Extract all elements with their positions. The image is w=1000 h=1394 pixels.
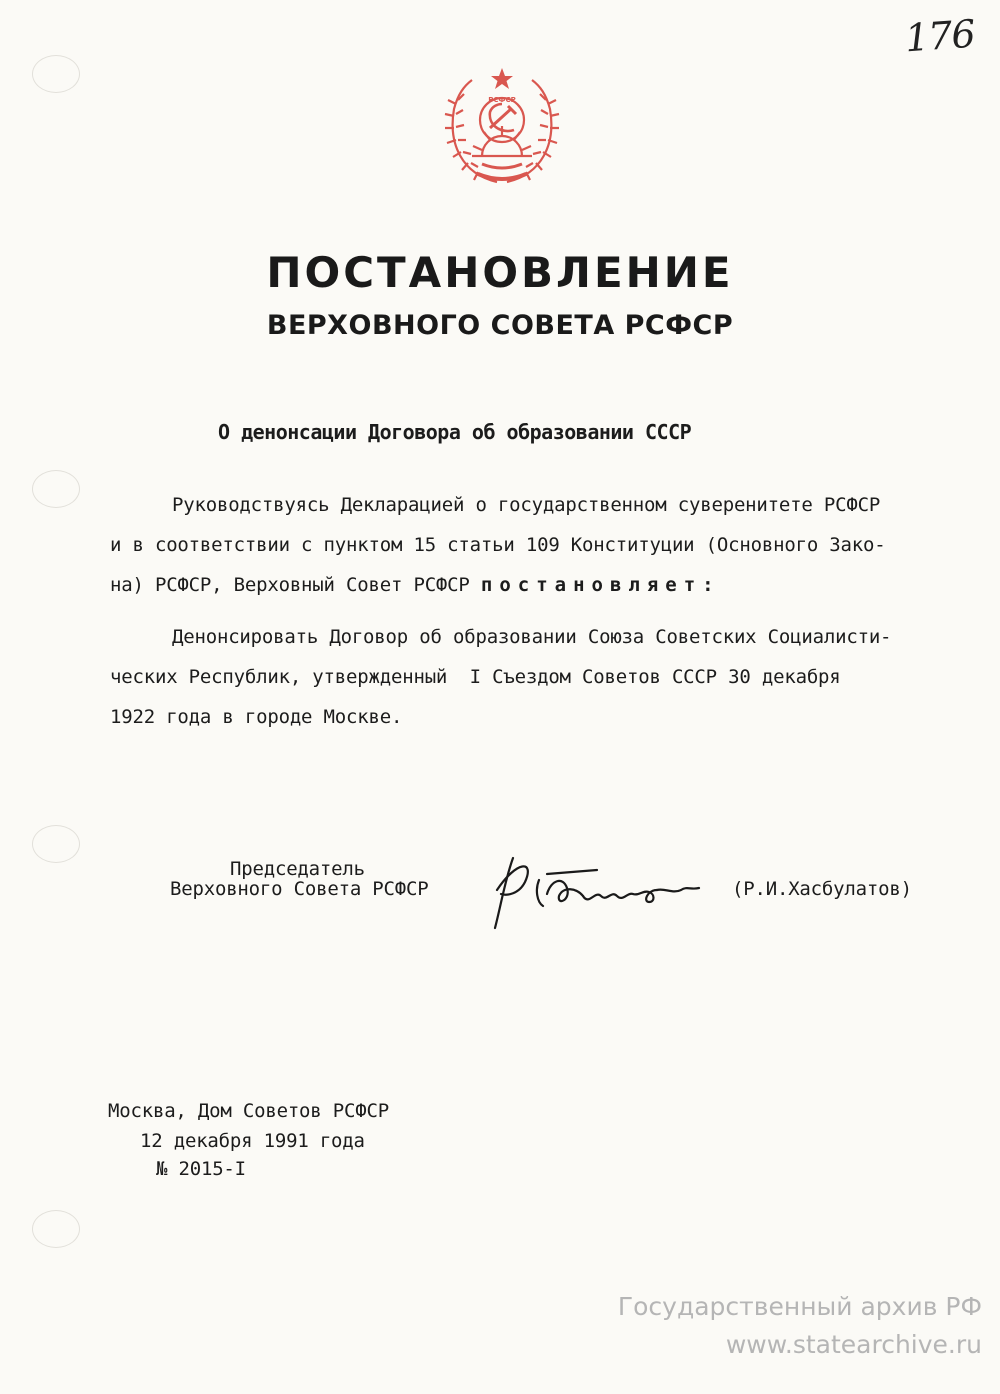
document-heading: О денонсации Договора об образовании СССР [218, 420, 692, 444]
body-line: ческих Республик, утвержденный I Съездом Советов СССР 30 декабря [110, 666, 841, 688]
body-line: Руководствуясь Декларацией о государственном суверенитете РСФСР [172, 494, 881, 516]
signatory-title: Верховного Совета РСФСР [170, 878, 429, 900]
signatory-title: Председатель [230, 858, 365, 880]
body-line: Денонсировать Договор об образовании Союза Советских Социалисти- [172, 626, 892, 648]
signatory-name: (Р.И.Хасбулатов) [732, 878, 912, 900]
signing-date: 12 декабря 1991 года [140, 1130, 365, 1152]
signing-place: Москва, Дом Советов РСФСР [108, 1100, 389, 1122]
body-line: 1922 года в городе Москве. [110, 706, 403, 728]
punch-hole [32, 1210, 80, 1248]
svg-text:РСФСР: РСФСР [488, 96, 516, 104]
punch-hole [32, 470, 80, 508]
archive-watermark-name: Государственный архив РФ [617, 1292, 982, 1321]
handwritten-signature [487, 850, 712, 940]
document-title: ПОСТАНОВЛЕНИЕ [266, 248, 734, 297]
body-line: и в соответствии с пунктом 15 статьи 109 Конституции (Основного Зако- [110, 534, 886, 556]
coat-of-arms-emblem [442, 64, 562, 194]
punch-hole [32, 825, 80, 863]
resolution-verb: постановляет: [480, 574, 721, 596]
archive-page-number: 176 [903, 11, 976, 61]
body-line [110, 574, 721, 596]
body-line-text: на) РСФСР, Верховный Совет РСФСР [110, 574, 481, 596]
document-subtitle: ВЕРХОВНОГО СОВЕТА РСФСР [266, 310, 734, 341]
archive-watermark-url: www.statearchive.ru [725, 1330, 982, 1359]
punch-hole [32, 55, 80, 93]
document-number: № 2015-I [156, 1158, 246, 1180]
